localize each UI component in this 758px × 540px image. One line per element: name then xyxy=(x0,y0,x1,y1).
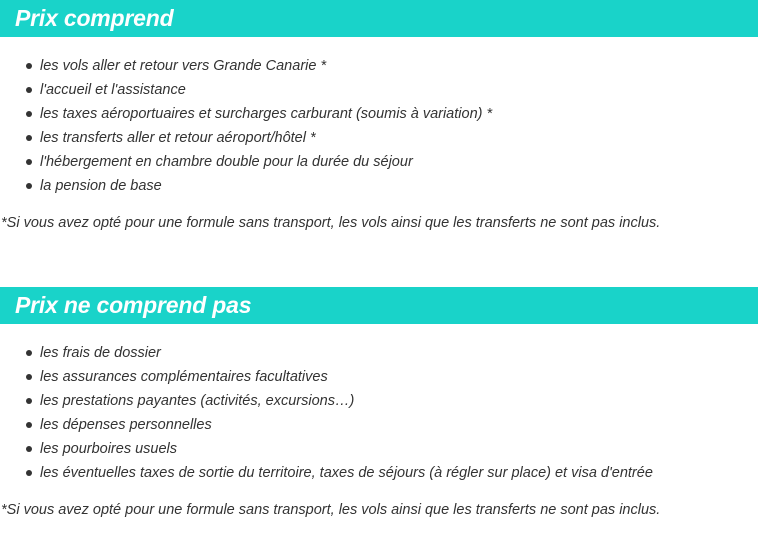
price-included-list xyxy=(0,54,758,198)
price-excluded-list xyxy=(0,341,758,485)
list-item xyxy=(0,461,758,485)
bullet-icon xyxy=(26,159,32,165)
list-item-text: les frais de dossier xyxy=(40,345,161,361)
bullet-icon xyxy=(26,87,32,93)
price-excluded-section xyxy=(0,287,758,518)
bullet-icon xyxy=(26,398,32,404)
list-item-text: les éventuelles taxes de sortie du territoire, taxes de séjours (à régler sur place) et visa d'entrée xyxy=(40,465,653,481)
list-item xyxy=(0,78,758,102)
list-item xyxy=(0,365,758,389)
price-excluded-footnote: *Si vous avez opté pour une formule sans transport, les vols ainsi que les transferts ne sont pas inclus. xyxy=(1,502,661,518)
bullet-icon xyxy=(26,470,32,476)
price-included-header xyxy=(0,0,758,37)
bullet-icon xyxy=(26,135,32,141)
bullet-icon xyxy=(26,374,32,380)
list-item-text: l'accueil et l'assistance xyxy=(40,82,186,98)
list-item-text: les pourboires usuels xyxy=(40,441,178,457)
bullet-icon xyxy=(26,111,32,117)
price-excluded-title: Prix ne comprend pas xyxy=(15,292,252,318)
list-item-text: les assurances complémentaires facultatives xyxy=(40,369,328,385)
list-item xyxy=(0,341,758,365)
price-included-title: Prix comprend xyxy=(15,5,174,31)
list-item-text: les transferts aller et retour aéroport/hôtel * xyxy=(40,130,316,146)
bullet-icon xyxy=(26,63,32,69)
list-item xyxy=(0,126,758,150)
bullet-icon xyxy=(26,183,32,189)
list-item xyxy=(0,413,758,437)
list-item-text: les dépenses personnelles xyxy=(40,417,212,433)
list-item-text: les taxes aéroportuaires et surcharges carburant (soumis à variation) * xyxy=(40,106,493,122)
list-item xyxy=(0,437,758,461)
price-included-section xyxy=(0,0,758,231)
list-item xyxy=(0,174,758,198)
list-item-text: les vols aller et retour vers Grande Canarie * xyxy=(40,58,327,74)
list-item-text: les prestations payantes (activités, excursions…) xyxy=(40,393,355,409)
list-item-text: l'hébergement en chambre double pour la durée du séjour xyxy=(40,154,413,170)
price-excluded-header xyxy=(0,287,758,324)
list-item xyxy=(0,102,758,126)
bullet-icon xyxy=(26,350,32,356)
list-item-text: la pension de base xyxy=(40,178,162,194)
bullet-icon xyxy=(26,422,32,428)
bullet-icon xyxy=(26,446,32,452)
price-included-footnote: *Si vous avez opté pour une formule sans transport, les vols ainsi que les transferts ne sont pas inclus. xyxy=(1,215,661,231)
list-item xyxy=(0,389,758,413)
list-item xyxy=(0,54,758,78)
list-item xyxy=(0,150,758,174)
